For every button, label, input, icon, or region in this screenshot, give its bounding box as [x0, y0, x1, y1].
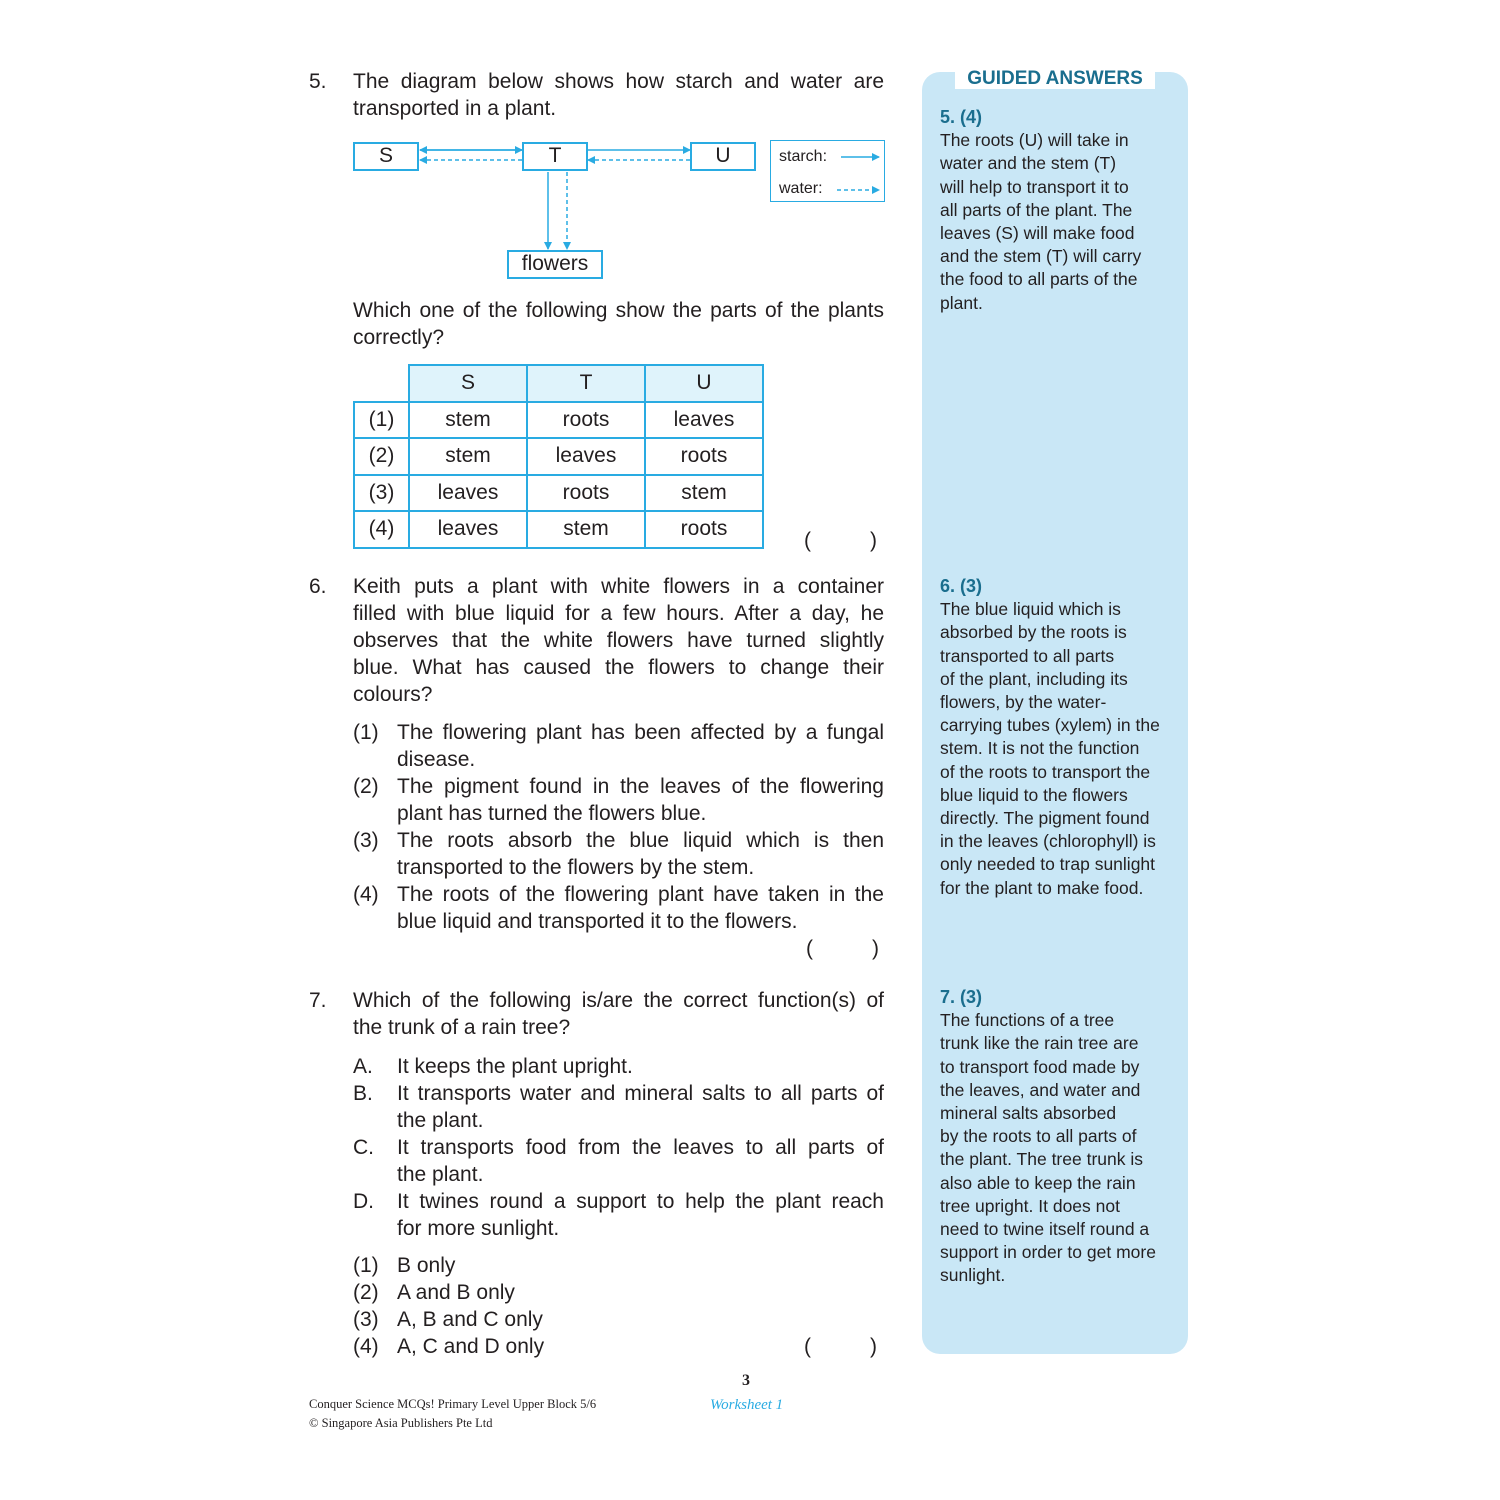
answer-line: by the roots to all parts of	[940, 1126, 1137, 1147]
answer-line: in the leaves (chlorophyll) is	[940, 831, 1156, 852]
statement-c	[353, 1134, 884, 1188]
answer-line: carrying tubes (xylem) in the	[940, 715, 1160, 736]
box-s: S	[353, 142, 419, 171]
answer-line: The roots (U) will take in	[940, 130, 1129, 151]
answer-line: tree upright. It does not	[940, 1195, 1120, 1216]
option-1[interactable]	[353, 1252, 653, 1279]
option-2[interactable]	[353, 773, 884, 827]
statement-a	[353, 1053, 884, 1080]
answer-line: water and the stem (T)	[940, 153, 1117, 174]
text-line: blue liquid and transported it to the flowers.	[397, 910, 798, 933]
text-line: blue. What has caused the flowers to change their	[353, 656, 884, 679]
answer-line: of the plant, including its	[940, 668, 1128, 689]
answer-head: 7. (3)	[940, 987, 983, 1007]
answer-line: the food to all parts of the	[940, 269, 1138, 290]
statement-b	[353, 1080, 884, 1134]
statement-label: C.	[353, 1136, 374, 1159]
answer-line: flowers, by the water-	[940, 692, 1107, 713]
bracket-open: (	[804, 529, 811, 552]
statement-label: A.	[353, 1055, 373, 1078]
question-number: 6.	[309, 575, 327, 598]
column-header: U	[645, 365, 763, 402]
question-number: 5.	[309, 70, 327, 93]
answer-bracket-q6[interactable]	[806, 935, 886, 962]
table-cell: leaves	[409, 511, 527, 548]
text-line: The diagram below shows how starch and water are	[353, 70, 884, 93]
text-line: disease.	[397, 748, 476, 771]
answer-line: the leaves, and water and	[940, 1079, 1141, 1100]
answer-line: transported to all parts	[940, 645, 1115, 666]
option-4[interactable]	[353, 1333, 653, 1360]
answer-line: trunk like the rain tree are	[940, 1033, 1139, 1054]
legend-arrows	[771, 141, 886, 203]
answer-line: and the stem (T) will carry	[940, 246, 1142, 267]
option-text	[397, 881, 884, 935]
statement-label: B.	[353, 1082, 373, 1105]
table-row	[354, 438, 763, 475]
book-title: Conquer Science MCQs! Primary Level Upper Block 5/6	[309, 1397, 597, 1411]
text-line: the plant.	[397, 1109, 484, 1132]
option-text: A and B only	[397, 1281, 515, 1304]
answer-line: of the roots to transport the	[940, 761, 1151, 782]
text-line: for more sunlight.	[397, 1217, 560, 1240]
option-1[interactable]	[353, 719, 884, 773]
transport-diagram	[352, 138, 887, 283]
answer-line: leaves (S) will make food	[940, 223, 1135, 244]
statement-text	[397, 1053, 884, 1080]
table-cell: stem	[409, 402, 527, 439]
text-line: filled with blue liquid for a few hours. After a day, he	[353, 602, 884, 625]
text-line: The roots of the flowering plant have taken in the	[397, 883, 884, 906]
text-line: plant has turned the flowers blue.	[397, 802, 707, 825]
column-header: S	[409, 365, 527, 402]
table-cell: roots	[527, 402, 645, 439]
text-line: observes that the white flowers have turned slightly	[353, 629, 884, 652]
bracket-open: (	[806, 937, 813, 960]
table-cell: leaves	[409, 475, 527, 512]
text-line: It keeps the plant upright.	[397, 1055, 633, 1078]
answer-bracket-q5[interactable]	[804, 527, 884, 554]
footer-credits	[309, 1395, 596, 1433]
answer-line: plant.	[940, 292, 983, 313]
answer-line: for the plant to make food.	[940, 877, 1144, 898]
answer-line: also able to keep the rain	[940, 1172, 1136, 1193]
answer-line: The functions of a tree	[940, 1010, 1115, 1031]
legend-starch-label: starch:	[779, 148, 828, 165]
answer-options-table	[353, 364, 764, 549]
answer-line: sunlight.	[940, 1265, 1006, 1286]
answer-line: support in order to get more	[940, 1242, 1156, 1263]
question-text	[353, 987, 884, 1041]
page-number: 3	[742, 1372, 750, 1389]
option-label: (3)	[353, 829, 379, 852]
text-line: correctly?	[353, 326, 445, 349]
table-corner	[354, 365, 409, 402]
statement-label: D.	[353, 1190, 374, 1213]
box-t: T	[522, 142, 588, 171]
option-3[interactable]	[353, 827, 884, 881]
answer-line: absorbed by the roots is	[940, 622, 1127, 643]
option-label: (4)	[353, 883, 379, 906]
bracket-close: )	[870, 1335, 877, 1358]
text-line: It transports water and mineral salts to all parts of	[397, 1082, 884, 1105]
statement-d	[353, 1188, 884, 1242]
box-flowers: flowers	[507, 250, 603, 279]
row-label: (1)	[354, 402, 409, 439]
text-line: Which one of the following show the parts of the plants	[353, 299, 884, 322]
bracket-close: )	[872, 937, 879, 960]
answer-line: directly. The pigment found	[940, 808, 1150, 829]
answer-line: The blue liquid which is	[940, 599, 1121, 620]
row-label: (4)	[354, 511, 409, 548]
answer-line: all parts of the plant. The	[940, 199, 1133, 220]
table-cell: stem	[527, 511, 645, 548]
answer-line: blue liquid to the flowers	[940, 784, 1128, 805]
answer-line: will help to transport it to	[940, 176, 1129, 197]
option-text: A, B and C only	[397, 1308, 543, 1331]
answer-line: to transport food made by	[940, 1056, 1140, 1077]
option-3[interactable]	[353, 1306, 653, 1333]
option-label: (2)	[353, 775, 379, 798]
table-row	[354, 402, 763, 439]
row-label: (2)	[354, 438, 409, 475]
table-cell: roots	[527, 475, 645, 512]
text-line: The roots absorb the blue liquid which is then	[397, 829, 884, 852]
text-line: colours?	[353, 683, 433, 706]
bracket-close: )	[870, 529, 877, 552]
answer-line: the plant. The tree trunk is	[940, 1149, 1143, 1170]
column-header: T	[527, 365, 645, 402]
text-line: transported in a plant.	[353, 97, 557, 120]
statement-text	[397, 1080, 884, 1134]
guided-answer-5	[940, 106, 1184, 315]
text-line: It transports food from the leaves to all parts of	[397, 1136, 884, 1159]
answer-line: mineral salts absorbed	[940, 1103, 1117, 1124]
table-header-row	[354, 365, 763, 402]
text-line: The pigment found in the leaves of the flowering	[397, 775, 884, 798]
option-4[interactable]	[353, 881, 884, 935]
statement-text	[397, 1188, 884, 1242]
answer-bracket-q7[interactable]	[804, 1333, 884, 1360]
text-line: transported to the flowers by the stem.	[397, 856, 755, 879]
text-line: the plant.	[397, 1163, 484, 1186]
option-label: (4)	[353, 1335, 379, 1358]
legend-water-label: water:	[779, 180, 823, 197]
bracket-open: (	[804, 1335, 811, 1358]
option-label: (1)	[353, 1254, 379, 1277]
option-text	[397, 773, 884, 827]
answer-line: stem. It is not the function	[940, 738, 1140, 759]
text-line: It twines round a support to help the plant reach	[397, 1190, 884, 1213]
table-row	[354, 475, 763, 512]
option-label: (2)	[353, 1281, 379, 1304]
text-line: Which of the following is/are the correct function(s) of	[353, 989, 884, 1012]
text-line: The flowering plant has been affected by a fungal	[397, 721, 884, 744]
table-cell: leaves	[645, 402, 763, 439]
answer-head: 6. (3)	[940, 576, 983, 596]
table-cell: stem	[409, 438, 527, 475]
answer-line: only needed to trap sunlight	[940, 854, 1156, 875]
question-prompt	[353, 297, 884, 351]
option-2[interactable]	[353, 1279, 653, 1306]
question-text	[353, 68, 884, 122]
answer-line: need to twine itself round a	[940, 1219, 1150, 1240]
diagram-legend	[770, 140, 885, 202]
table-row	[354, 511, 763, 548]
text-line: Keith puts a plant with white flowers in a container	[353, 575, 884, 598]
worksheet-label: Worksheet 1	[710, 1397, 784, 1413]
answer-head: 5. (4)	[940, 107, 983, 127]
guided-answers-title-text: GUIDED ANSWERS	[955, 68, 1155, 89]
table-cell: stem	[645, 475, 763, 512]
option-label: (3)	[353, 1308, 379, 1331]
option-text: A, C and D only	[397, 1335, 545, 1358]
table-cell: roots	[645, 438, 763, 475]
text-line: the trunk of a rain tree?	[353, 1016, 571, 1039]
row-label: (3)	[354, 475, 409, 512]
box-u: U	[690, 142, 756, 171]
copyright: © Singapore Asia Publishers Pte Ltd	[309, 1416, 493, 1430]
table-cell: leaves	[527, 438, 645, 475]
option-text	[397, 827, 884, 881]
option-label: (1)	[353, 721, 379, 744]
guided-answer-7	[940, 986, 1184, 1288]
statement-text	[397, 1134, 884, 1188]
guided-answer-6	[940, 575, 1184, 900]
guided-answers-title	[922, 68, 1188, 90]
option-text	[397, 719, 884, 773]
table-cell: roots	[645, 511, 763, 548]
option-text: B only	[397, 1254, 456, 1277]
question-number: 7.	[309, 989, 327, 1012]
question-text	[353, 573, 884, 708]
